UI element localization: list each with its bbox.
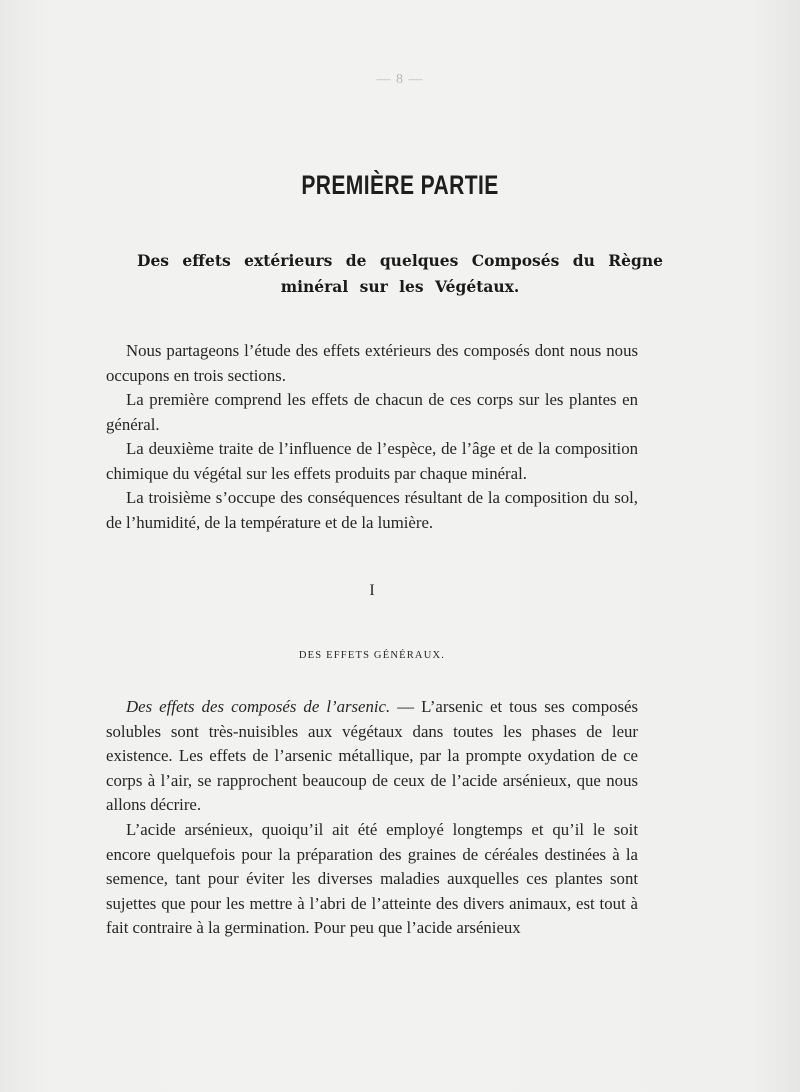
intro-paragraph-2: La première comprend les effets de chacun de ces corps sur les plantes en général. [106,390,638,434]
paragraph-lead: Des effets des composés de l’arsenic. [126,697,391,716]
part-title: PREMIÈRE PARTIE [301,170,499,200]
intro-paragraph-4: La troisième s’occupe des conséquences résultant de la composition du sol, de l’humidité, de la température et de la lumière. [106,488,638,532]
intro-paragraph-1: Nous partageons l’étude des effets extérieurs des composés dont nous nous occupons en trois sections. [106,341,638,385]
intro-paragraph-3: La deuxième traite de l’influence de l’espèce, de l’âge et de la composition chimique du végétal sur les effets produits par chaque minéral. [106,439,638,483]
paragraph-text: — L’arsenic et tous ses composés solubles sont très-nuisibles aux végétaux dans toutes les phases de leur existence. Les effets de l’arsenic métallique, par la prompte oxydation de ce corps à l’air, se rapprochent beaucoup de ceux de l’acide arsénieux, que nous allons décrire. [106,697,638,814]
part-subtitle-line-1: Des effets extérieurs de quelques Composés du Règne [137,251,663,270]
body-paragraph-1 [106,695,638,818]
section-number: I [369,582,375,599]
section-title: DES EFFETS GÉNÉRAUX. [298,650,446,661]
part-subtitle-line-2: minéral sur les Végétaux. [280,277,520,296]
body-paragraph-2: L’acide arsénieux, quoiqu’il ait été employé longtemps et qu’il le soit encore quelquefois pour la préparation des graines de céréales destinées à la semence, tant pour éviter les diverses maladies auxquelles ces plantes sont sujettes que pour les mettre à l’abri de l’atteinte des divers animaux, est tout à fait contraire à la germination. Pour peu que l’acide arsénieux [106,820,638,937]
page-number: — 8 — [376,72,424,87]
